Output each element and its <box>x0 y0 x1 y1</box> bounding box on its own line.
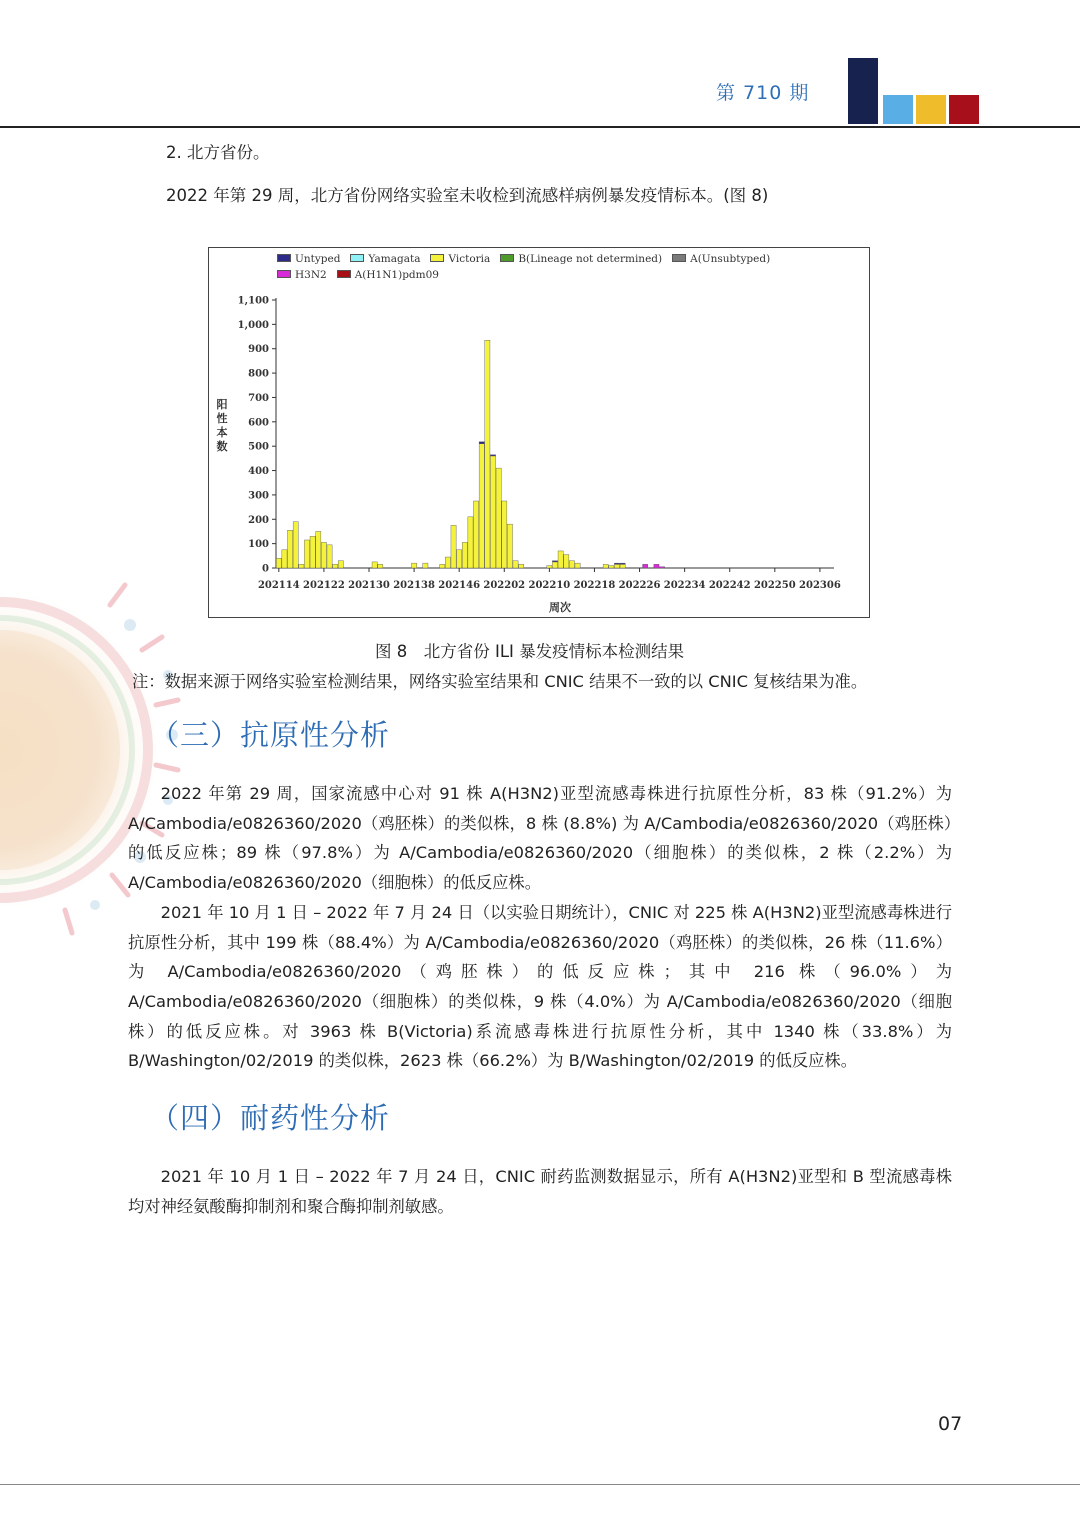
bar-segment <box>507 524 512 568</box>
y-tick-label: 1,100 <box>237 295 269 307</box>
bar-segment <box>378 564 383 568</box>
bar-segment <box>502 501 507 568</box>
northern-intro: 2022 年第 29 周，北方省份网络实验室未收检到流感样病例暴发疫情标本。(图 8) <box>166 186 769 205</box>
legend-item <box>430 251 490 267</box>
bar-segment <box>479 444 484 568</box>
bar-segment <box>316 531 321 568</box>
legend-swatch <box>350 254 364 262</box>
y-tick-label: 700 <box>248 392 269 404</box>
section-heading-antigenicity: （三）抗原性分析 <box>150 718 391 752</box>
bar-segment <box>552 561 557 562</box>
bar-segment <box>462 542 467 568</box>
bar-segment <box>609 566 614 568</box>
bar-segment <box>287 530 292 568</box>
bar-segment <box>479 442 484 444</box>
y-axis-label: 阳性本数 <box>216 398 228 453</box>
bar-segment <box>519 564 524 568</box>
header-color-block-red <box>949 95 979 124</box>
x-tick-label: 202122 <box>303 580 345 591</box>
header-rule <box>0 126 1080 128</box>
x-tick-label: 202210 <box>528 580 571 591</box>
legend-item <box>277 267 327 283</box>
legend-item <box>350 251 420 267</box>
section-heading-drug-resistance: （四）耐药性分析 <box>150 1101 391 1135</box>
legend-item <box>337 267 439 283</box>
bar-segment <box>564 555 569 568</box>
x-tick-label: 202218 <box>573 580 616 591</box>
bar-segment <box>620 563 625 564</box>
x-tick-label: 202114 <box>257 580 300 591</box>
bar-segment <box>310 536 315 568</box>
bar-segment <box>490 456 495 568</box>
legend-swatch <box>430 254 444 262</box>
legend-swatch <box>277 270 291 278</box>
bar-segment <box>299 564 304 568</box>
bar-segment <box>451 525 456 568</box>
legend-label: Untyped <box>295 253 341 265</box>
figure-caption: 图 8 北方省份 ILI 暴发疫情标本检测结果 <box>375 642 685 661</box>
x-axis-label: 周次 <box>549 601 571 614</box>
x-tick-label: 202130 <box>348 580 390 591</box>
drug-resistance-paragraph: 2021 年 10 月 1 日 – 2022 年 7 月 24 日，CNIC 耐药监测数据显示，所有 A(H3N2)亚型和 B 型流感毒株均对神经氨酸酶抑制剂和聚合酶抑制剂敏感。 <box>128 1167 952 1216</box>
bar-segment <box>468 517 473 568</box>
bar-segment <box>659 567 664 568</box>
y-tick-label: 900 <box>248 344 269 356</box>
legend-item <box>277 251 340 267</box>
bar-segment <box>547 566 552 568</box>
x-tick-label: 202242 <box>708 580 751 591</box>
legend-swatch <box>672 254 686 262</box>
header-color-block-sky <box>883 95 913 124</box>
bar-segment <box>457 550 462 568</box>
legend-label: H3N2 <box>295 269 327 281</box>
bar-segment <box>513 561 518 568</box>
bar-segment <box>327 545 332 568</box>
legend-swatch <box>277 254 291 262</box>
subsection-title: 2. 北方省份。 <box>166 143 270 162</box>
x-tick-label: 202226 <box>618 580 661 591</box>
bar-segment <box>575 563 580 568</box>
bar-segment <box>643 564 648 568</box>
x-tick-label: 202306 <box>799 580 841 591</box>
y-tick-label: 200 <box>248 514 269 526</box>
legend-item <box>672 251 770 267</box>
bar-segment <box>558 551 563 568</box>
header-color-block-navy <box>848 58 878 124</box>
bar-segment <box>333 564 338 568</box>
y-tick-label: 300 <box>248 490 269 502</box>
figure-note: 注：数据来源于网络实验室检测结果，网络实验室结果和 CNIC 结果不一致的以 CNIC 复核结果为准。 <box>132 672 868 691</box>
legend-label: A(H1N1)pdm09 <box>354 269 439 281</box>
antigenicity-paragraph-1: 2022 年第 29 周，国家流感中心对 91 株 A(H3N2)亚型流感毒株进行抗原性分析，83 株（91.2%）为 A/Cambodia/e0826360/2020（鸡胚株）的类似株，8 株 (8.8%) 为 A/Cambodia/e0826360/2020（鸡胚株）的低反应株；89 株（97.8%）为 A/Cambodia/e0826360/2020（细胞株）的类似株，2 株（2.2%）为 A/Cambodia/e0826360/2020（细胞株）的低反应株。 <box>128 784 952 893</box>
legend-swatch <box>337 270 351 278</box>
bar-segment <box>569 561 574 568</box>
legend-label: A(Unsubtyped) <box>690 253 771 265</box>
y-tick-label: 400 <box>248 466 269 478</box>
y-tick-label: 0 <box>262 563 269 575</box>
bar-segment <box>440 564 445 568</box>
x-tick-label: 202202 <box>483 580 526 591</box>
x-tick-label: 202234 <box>663 580 706 591</box>
x-tick-label: 202138 <box>393 580 435 591</box>
x-tick-label: 202250 <box>753 580 796 591</box>
bar-segment <box>338 561 343 568</box>
bar-segment <box>293 522 298 568</box>
chart-legend <box>277 251 837 283</box>
bar-segment <box>496 468 501 568</box>
legend-item <box>500 251 662 267</box>
legend-label: Victoria <box>448 253 491 265</box>
x-tick-label: 202146 <box>438 580 481 591</box>
bar-segment <box>372 562 377 568</box>
bar-segment <box>614 563 619 564</box>
page-number: 07 <box>938 1413 963 1435</box>
bar-segment <box>445 557 450 568</box>
antigenicity-paragraph-2: 2021 年 10 月 1 日 – 2022 年 7 月 24 日（以实验日期统计），CNIC 对 225 株 A(H3N2)亚型流感毒株进行抗原性分析，其中 199 株（88.4%）为 A/Cambodia/e0826360/2020（鸡胚株）的类似株，26 株（11.6%）为 A/Cambodia/e0826360/2020（鸡胚株）的低反应株；其中 216 株（96.0%）为 A/Cambodia/e0826360/2020（细胞株）的类似株，9 株（4.0%）为 A/Cambodia/e0826360/2020（细胞株）的低反应株。对 3963 株 B(Victoria)系流感毒株进行抗原性分析，其中 1340 株（33.8%）为 B/Washington/02/2019 的类似株，2623 株（66.2%）为 B/Washington/02/2019 的低反应株。 <box>128 902 952 1071</box>
legend-label: B(Lineage not determined) <box>518 253 663 265</box>
y-tick-label: 100 <box>248 539 269 551</box>
bar-segment <box>614 564 619 568</box>
bar-segment <box>490 455 495 456</box>
bar-segment <box>473 501 478 568</box>
bar-segment <box>423 563 428 568</box>
bar-segment <box>282 550 287 568</box>
y-tick-label: 1,000 <box>237 319 269 331</box>
y-tick-label: 800 <box>248 368 269 380</box>
bar-segment <box>276 558 281 568</box>
issue-number: 第 710 期 <box>716 82 810 104</box>
bar-segment <box>620 564 625 568</box>
bar-segment <box>654 564 659 568</box>
bar-segment <box>485 340 490 568</box>
footer-rule <box>0 1484 1080 1485</box>
antigenicity-text <box>128 779 952 1076</box>
bar-segment <box>411 563 416 568</box>
bar-segment <box>603 564 608 568</box>
legend-label: Yamagata <box>368 253 421 265</box>
y-tick-label: 600 <box>248 417 269 429</box>
bar-segment <box>321 542 326 568</box>
chart-plot <box>209 248 869 617</box>
bar-segment <box>552 562 557 568</box>
y-tick-label: 500 <box>248 441 269 453</box>
bar-segment <box>304 540 309 568</box>
legend-swatch <box>500 254 514 262</box>
drug-resistance-text <box>128 1162 952 1221</box>
figure-8-chart <box>208 247 870 618</box>
header-color-block-gold <box>916 95 946 124</box>
